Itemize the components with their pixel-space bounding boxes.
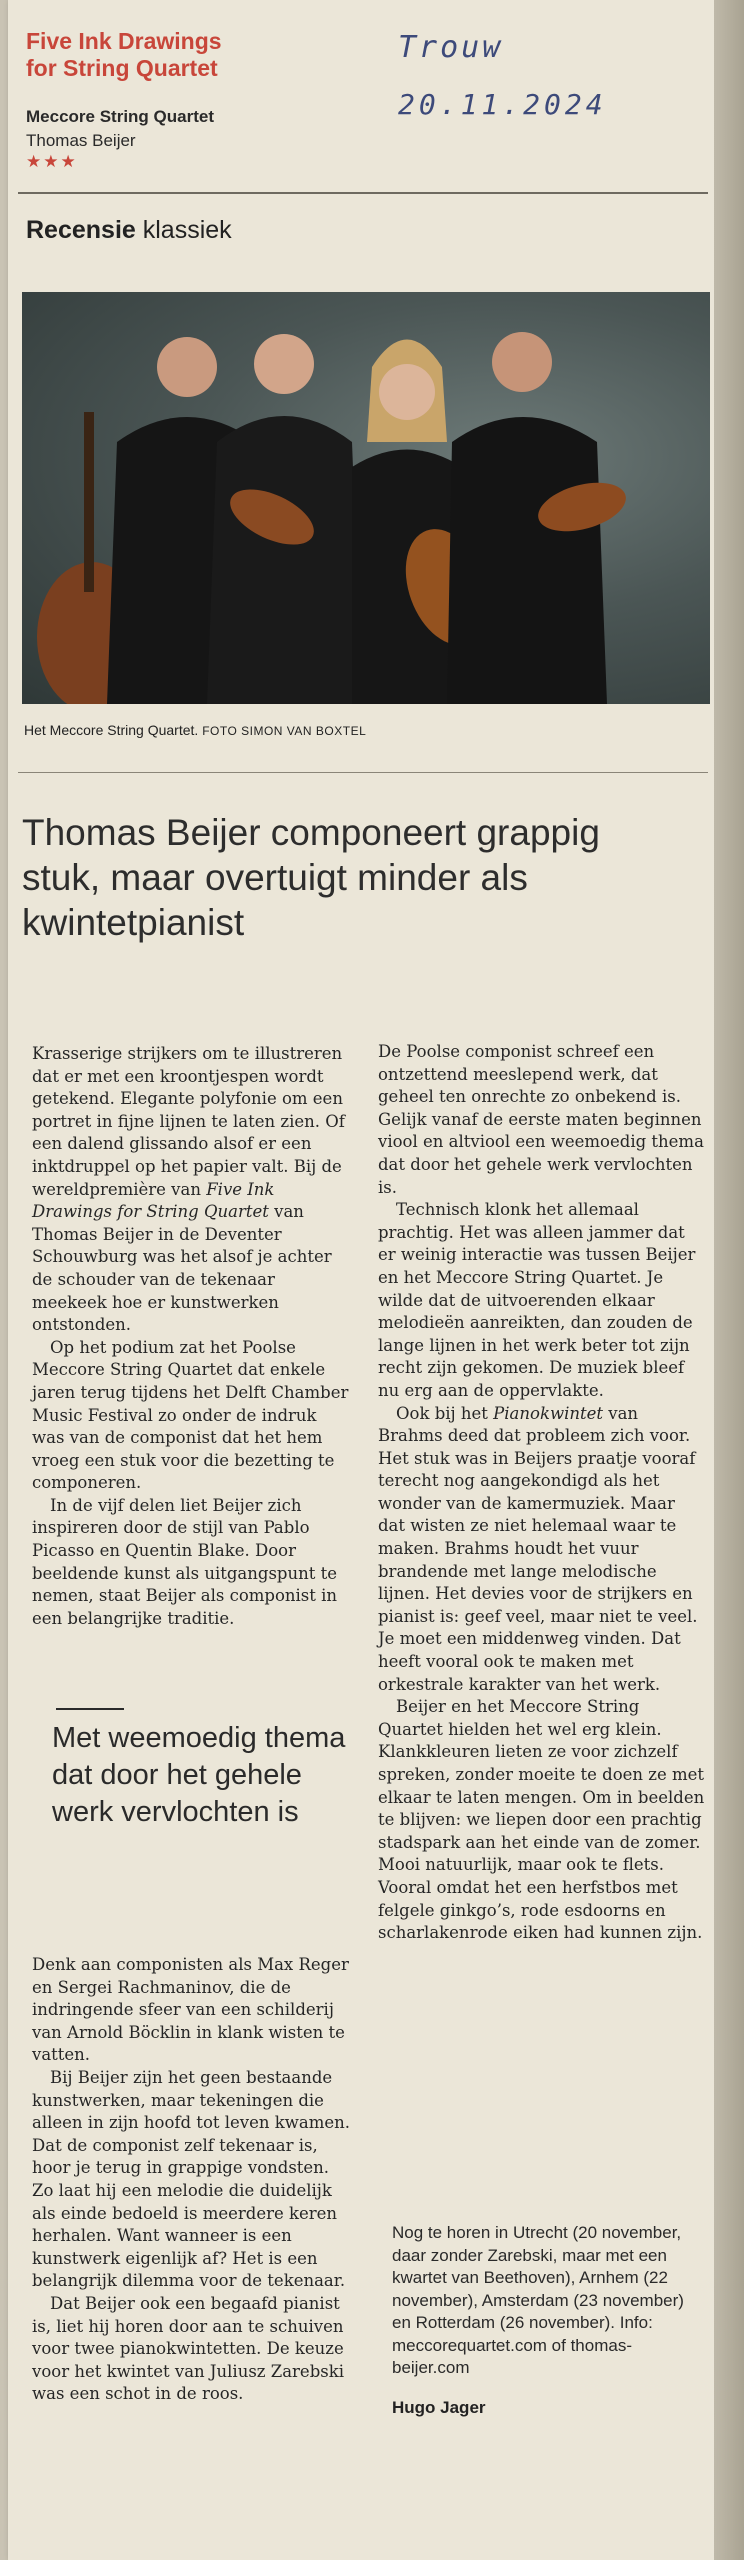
section-divider <box>18 192 708 194</box>
article-paragraph: Op het podium zat het Poolse Meccore String Quartet dat enkele jaren terug tijdens het Delft Chamber Music Festival zo onder de indruk was van de componist dat het hem vroeg een stuk voor die bezetting te componeren. <box>32 1337 349 1493</box>
section-label-bold: Recensie <box>26 216 136 244</box>
article-paragraph: In de vijf delen liet Beijer zich inspireren door de stijl van Pablo Picasso en Quentin Blake. Door beeldende kunst als uitgangspunt te nemen, staat Beijer als componist in een belangrijke traditie. <box>32 1495 338 1628</box>
article-paragraph: Beijer en het Meccore String Quartet hielden het wel erg klein. Klankkleuren lieten ze voor zichzelf spreken, zonder moeite te doen ze met elkaar te laten mengen. Om in beelden te blijven: we liepen door een prachtig stadspark aan het einde van de zomer. Mooi natuurlijk, maar ook te flets. Vooral omdat het een herfstbos met felgele ginkgo’s, rode esdoorns en scharlakenrode eiken had kunnen zijn. <box>378 1697 705 1943</box>
quartet-illustration <box>22 292 710 704</box>
handwritten-date: 20.11.2024 <box>398 88 607 121</box>
work-title-italic: Pianokwintet <box>493 1403 603 1423</box>
article-column-1-continued <box>32 1954 354 2406</box>
article-paragraph: Technisch klonk het allemaal prachtig. Het was alleen jammer dat er weinig interactie was tussen Beijer en het Meccore String Quartet. Je wilde dat de uitvoerenden elkaar melodieën aanreikten, dan zouden de lange lijnen in het werk beter tot zijn recht zijn gekomen. De muziek bleef nu erg aan de oppervlakte. <box>378 1200 696 1400</box>
article-column-2 <box>378 1041 706 1945</box>
pullquote-rule <box>56 1708 124 1710</box>
quartet-photo <box>22 292 710 704</box>
article-paragraph <box>32 1043 354 1337</box>
handwritten-newspaper-name: Trouw <box>398 30 504 65</box>
paragraph-text: van Brahms deed dat probleem zich voor. Het stuk was in Beijers praatje vooraf terecht nog aangekondigd als het wonder van de kamermuziek. Maar dat wisten ze niet helemaal waar te maken. Brahms houdt het vuur brandende met lange melodische lijnen. Het devies voor de strijkers en pianist is: geef veel, maar niet te veel. Je moet een middenweg vinden. Dat heeft vooral ook te maken met orkestrale karakter van het werk. <box>378 1403 698 1694</box>
rating-stars: ★★★ <box>26 152 78 172</box>
work-title-line-1: Five Ink Drawings <box>26 28 222 54</box>
photo-caption <box>24 722 366 738</box>
section-label-rest: klassiek <box>142 216 232 244</box>
author-byline: Hugo Jager <box>392 2398 486 2417</box>
headline-divider <box>18 772 708 773</box>
work-title-line-2: for String Quartet <box>26 55 218 81</box>
paragraph-text: Krasserige strijkers om te illustreren dat er met een kroontjespen wordt getekend. Elegante polyfonie om een portret in fijne lijnen te laten zien. Of een dalend glissando alsof er een inktdruppel op het papier valt. Bij de wereldpremière van <box>32 1044 345 1199</box>
paragraph-text: van Thomas Beijer in de Deventer Schouwburg was het alsof je achter de schouder van de tekenaar meekeek hoe er kunstwerken ontstonden. <box>32 1202 332 1335</box>
photo-credit: FOTO SIMON VAN BOXTEL <box>202 724 367 738</box>
pullquote: Met weemoedig thema dat door het gehele werk vervlochten is <box>52 1722 346 1828</box>
performer-name: Meccore String Quartet <box>26 107 214 126</box>
paragraph-text: Ook bij het <box>396 1403 494 1423</box>
article-paragraph: De Poolse componist schreef een ontzettend meeslepend werk, dat geheel ten onrechte zo onbekend is. Gelijk vanaf de eerste maten beginnen viool en altviool een weemoedig thema dat door het gehele werk vervlochten is. <box>378 1042 704 1197</box>
article-paragraph: Dat Beijer ook een begaafd pianist is, liet hij horen door aan te schuiven voor twee pianokwintetten. De keuze voor het kwintet van Juliusz Zarebski was een schot in de roos. <box>32 2293 345 2404</box>
section-label <box>26 216 232 245</box>
article-paragraph: Denk aan componisten als Max Reger en Sergei Rachmaninov, die de indringende sfeer van een schilderij van Arnold Böcklin in klank wisten te vatten. <box>32 1955 349 2065</box>
article-headline: Thomas Beijer componeert grappig stuk, maar overtuigt minder als kwintetpianist <box>22 812 600 943</box>
article-column-1 <box>32 1043 354 1630</box>
concert-info: Nog te horen in Utrecht (20 november, daar zonder Zarebski, maar met een kwartet van Beethoven), Arnhem (22 november), Amsterdam (23 november) en Rotterdam (26 november). Info: meccorequartet.com of thomas-beijer.com <box>392 2223 684 2377</box>
article-paragraph: Bij Beijer zijn het geen bestaande kunstwerken, maar tekeningen die alleen in zijn hoofd tot leven kwamen. Dat de componist zelf tekenaar is, hoor je terug in grappige vondsten. Zo laat hij een melodie die duidelijk als einde bedoeld is meerdere keren herhalen. Want wanneer is een kunstwerk eigenlijk af? Het is een belangrijk dilemma voor de tekenaar. <box>32 2067 350 2291</box>
caption-text: Het Meccore String Quartet. <box>24 722 199 738</box>
work-title-italic: Five Ink Drawings for String Quartet <box>32 1179 275 1222</box>
work-title <box>26 28 356 82</box>
article-paragraph <box>378 1403 706 1697</box>
composer-name: Thomas Beijer <box>26 131 136 150</box>
page-edge <box>714 0 744 2560</box>
